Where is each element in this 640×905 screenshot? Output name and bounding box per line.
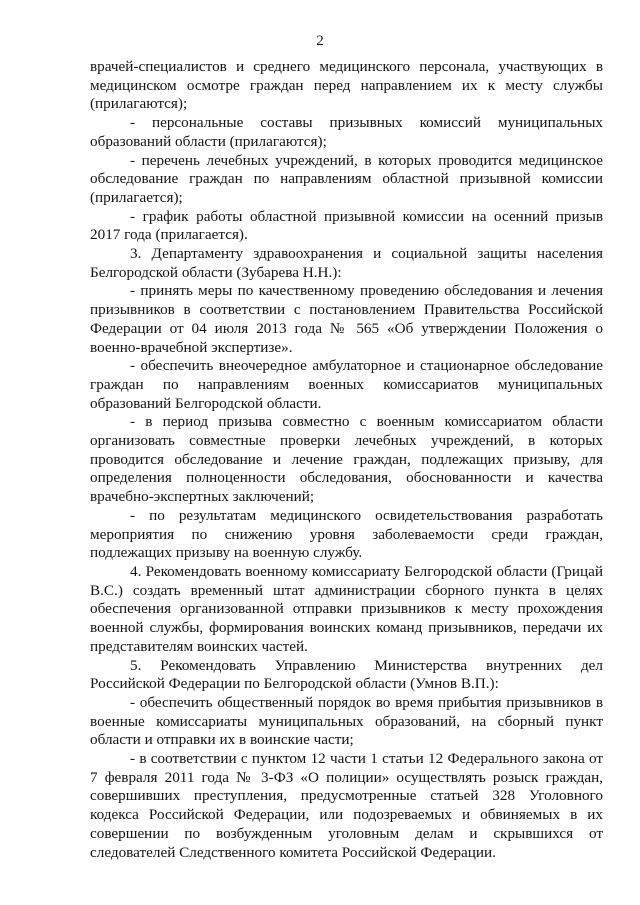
document-body <box>90 58 603 862</box>
clause-5-heading: 5. Рекомендовать Управлению Министерства внутренних дел Российской Федерации по Белгородской области (Умнов В.П.): <box>90 656 603 693</box>
paragraph-continuation: врачей-специалистов и среднего медицинского персонала, участвующих в медицинском осмотре граждан перед направлением их к месту службы (прилагаются); <box>90 58 603 113</box>
list-item-personnel-composition: - персональные составы призывных комиссий муниципальных образований области (прилагаются); <box>90 114 603 150</box>
clause-3-item-measures: - принять меры по качественному проведению обследования и лечения призывников в соответствии с постановлением Правительства Российской Федерации от 04 июля 2013 года № 565 «Об утверждении Положения о военно-врачебной экспертизе». <box>90 282 603 356</box>
list-item-medical-institutions: - перечень лечебных учреждений, в которых проводится медицинское обследование граждан по направлениям областной призывной комиссии (прилагается); <box>90 151 603 206</box>
clause-4: 4. Рекомендовать военному комиссариату Белгородской области (Грицай В.С.) создать временный штат администрации сборного пункта в целях обеспечения организованной отправки призывников к месту прохождения военной службы, формирования воинских команд призывников, передачи их представителям воинских частей. <box>90 562 603 655</box>
clause-5-item-public-order: - обеспечить общественный порядок во время прибытия призывников в военные комиссариаты муниципальных образований, на сборный пункт области и отправки их в воинские части; <box>90 693 603 749</box>
clause-3-item-morbidity: - по результатам медицинского освидетельствования разработать мероприятия по снижению уровня заболеваемости среди граждан, подлежащих призыву на военную службу. <box>90 506 603 562</box>
clause-3-heading: 3. Департаменту здравоохранения и социальной защиты населения Белгородской области (Зубарева Н.Н.): <box>90 245 603 281</box>
page-number: 2 <box>316 33 324 49</box>
clause-3-item-inspections: - в период призыва совместно с военным комиссариатом области организовать совместные проверки лечебных учреждений, в которых проводится обследование и лечение граждан, подлежащих призыву, для определения полноценности обследования, обоснованности и качества врачебно-экспертных заключений; <box>90 413 603 506</box>
clause-5-item-search: - в соответствии с пунктом 12 части 1 статьи 12 Федерального закона от 7 февраля 2011 года № 3-ФЗ «О полиции» осуществлять розыск граждан, совершивших преступления, предусмотренные статьей 328 Уголовного кодекса Российской Федерации, или подозреваемых и обвиняемых в их совершении по возбужденным уголовным делам и скрывшихся от следователей Следственного комитета Российской Федерации. <box>90 750 603 861</box>
list-item-commission-schedule: - график работы областной призывной комиссии на осенний призыв 2017 года (прилагается). <box>90 207 603 244</box>
clause-3-item-examination: - обеспечить внеочередное амбулаторное и стационарное обследование граждан по направлениям военных комиссариатов муниципальных образований Белгородской области. <box>90 357 603 412</box>
